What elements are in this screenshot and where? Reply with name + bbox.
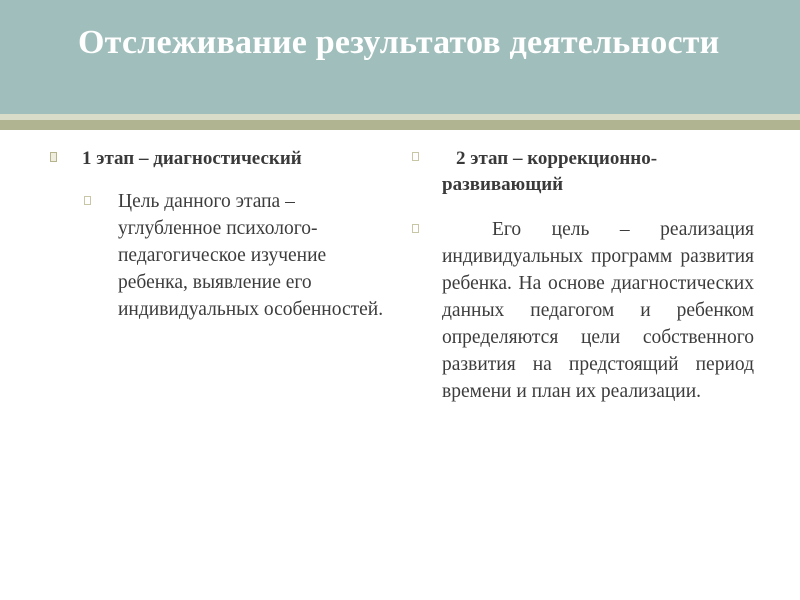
left-paragraph: Цель данного этапа – углубленное психолого-педагогическое изучение ребенка, выявление его индивидуальных особенностей. <box>118 191 384 320</box>
left-heading: 1 этап – диагностический <box>82 148 302 169</box>
right-heading <box>442 146 762 198</box>
bullet-square-icon <box>412 152 419 161</box>
right-paragraph <box>442 216 754 405</box>
slide-title: Отслеживание результатов деятельности <box>78 24 720 61</box>
sub-bullet-square-icon <box>84 196 91 205</box>
title-bar <box>0 0 800 114</box>
sub-bullet-square-icon <box>412 224 419 233</box>
bullet-square-icon <box>50 152 57 162</box>
header-stripe-dark <box>0 120 800 130</box>
right-paragraph-text: Его цель – реализация индивидуальных программ развития ребенка. На основе диагностических данных педагогом и ребенком определяются цели собственного развития на предстоящий период времени и план их реализации. <box>442 219 754 402</box>
right-heading-text: 2 этап – коррекционно-развивающий <box>442 148 658 195</box>
